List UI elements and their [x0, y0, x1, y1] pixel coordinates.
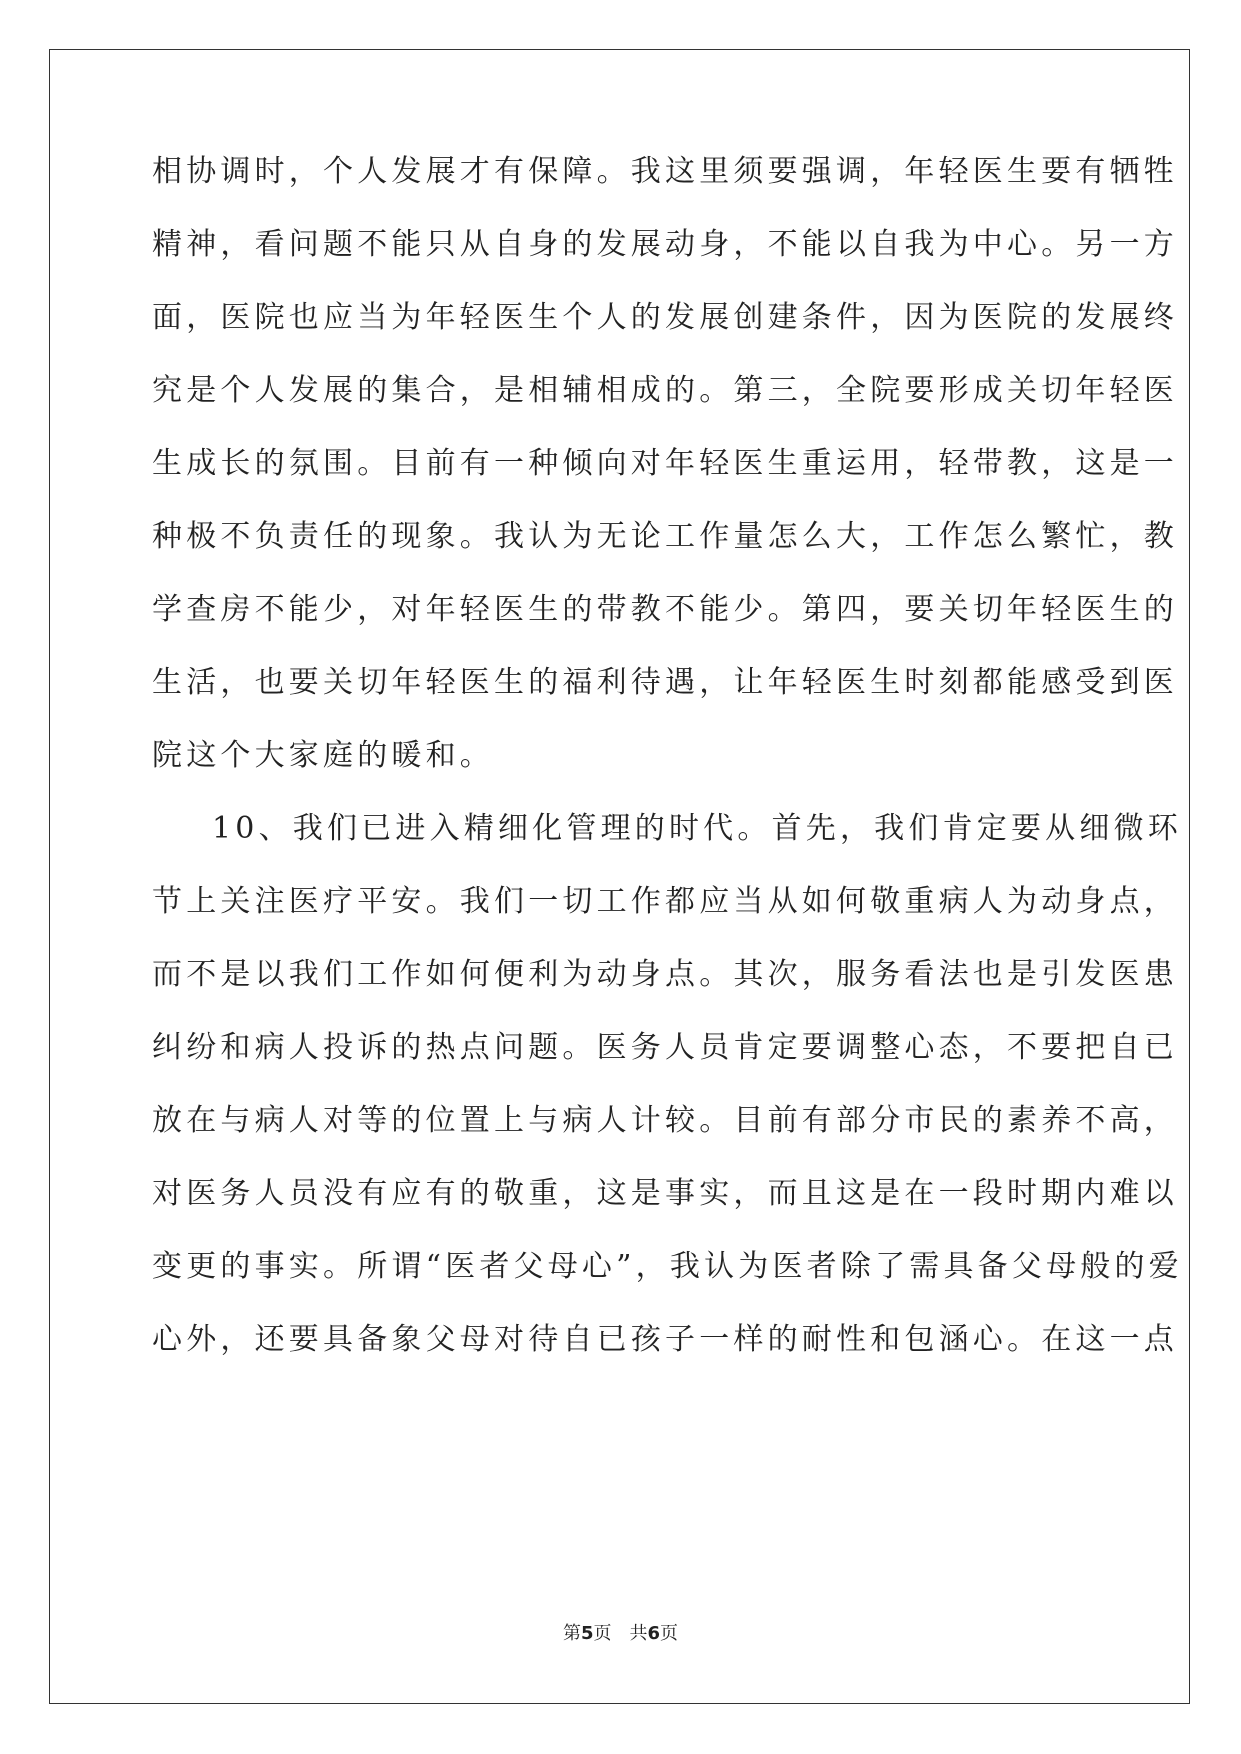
page-footer — [0, 1622, 1241, 1646]
page-number: 第5页 — [562, 1623, 612, 1644]
text-line: 精神，看问题不能只从自身的发展动身，不能以自我为中心。另一方 — [152, 227, 1178, 262]
text-line: 放在与病人对等的位置上与病人计较。目前有部分市民的素养不高， — [152, 1103, 1178, 1138]
page-total: 共6页 — [629, 1623, 679, 1644]
text-line: 生成长的氛围。目前有一种倾向对年轻医生重运用，轻带教，这是一 — [152, 446, 1178, 481]
text-line: 纠纷和病人投诉的热点问题。医务人员肯定要调整心态，不要把自已 — [152, 1030, 1178, 1065]
text-line: 而不是以我们工作如何便利为动身点。其次，服务看法也是引发医患 — [152, 957, 1178, 992]
text-line: 学查房不能少，对年轻医生的带教不能少。第四，要关切年轻医生的 — [152, 592, 1178, 627]
text-line: 变更的事实。所谓“医者父母心”，我认为医者除了需具备父母般的爱 — [152, 1249, 1183, 1284]
text-line: 节上关注医疗平安。我们一切工作都应当从如何敬重病人为动身点， — [152, 884, 1178, 919]
text-line-paragraph-start: 10、我们已进入精细化管理的时代。首先，我们肯定要从细微环 — [212, 811, 1182, 846]
text-line: 院这个大家庭的暖和。 — [152, 738, 494, 773]
text-line: 生活，也要关切年轻医生的福利待遇，让年轻医生时刻都能感受到医 — [152, 665, 1178, 700]
text-line: 种极不负责任的现象。我认为无论工作量怎么大，工作怎么繁忙，教 — [152, 519, 1178, 554]
text-line: 对医务人员没有应有的敬重，这是事实，而且这是在一段时期内难以 — [152, 1176, 1178, 1211]
text-line: 相协调时，个人发展才有保障。我这里须要强调，年轻医生要有牺牲 — [152, 154, 1178, 189]
text-line: 面，医院也应当为年轻医生个人的发展创建条件，因为医院的发展终 — [152, 300, 1178, 335]
text-line: 心外，还要具备象父母对待自已孩子一样的耐性和包涵心。在这一点 — [152, 1322, 1178, 1357]
text-line: 究是个人发展的集合，是相辅相成的。第三，全院要形成关切年轻医 — [152, 373, 1178, 408]
